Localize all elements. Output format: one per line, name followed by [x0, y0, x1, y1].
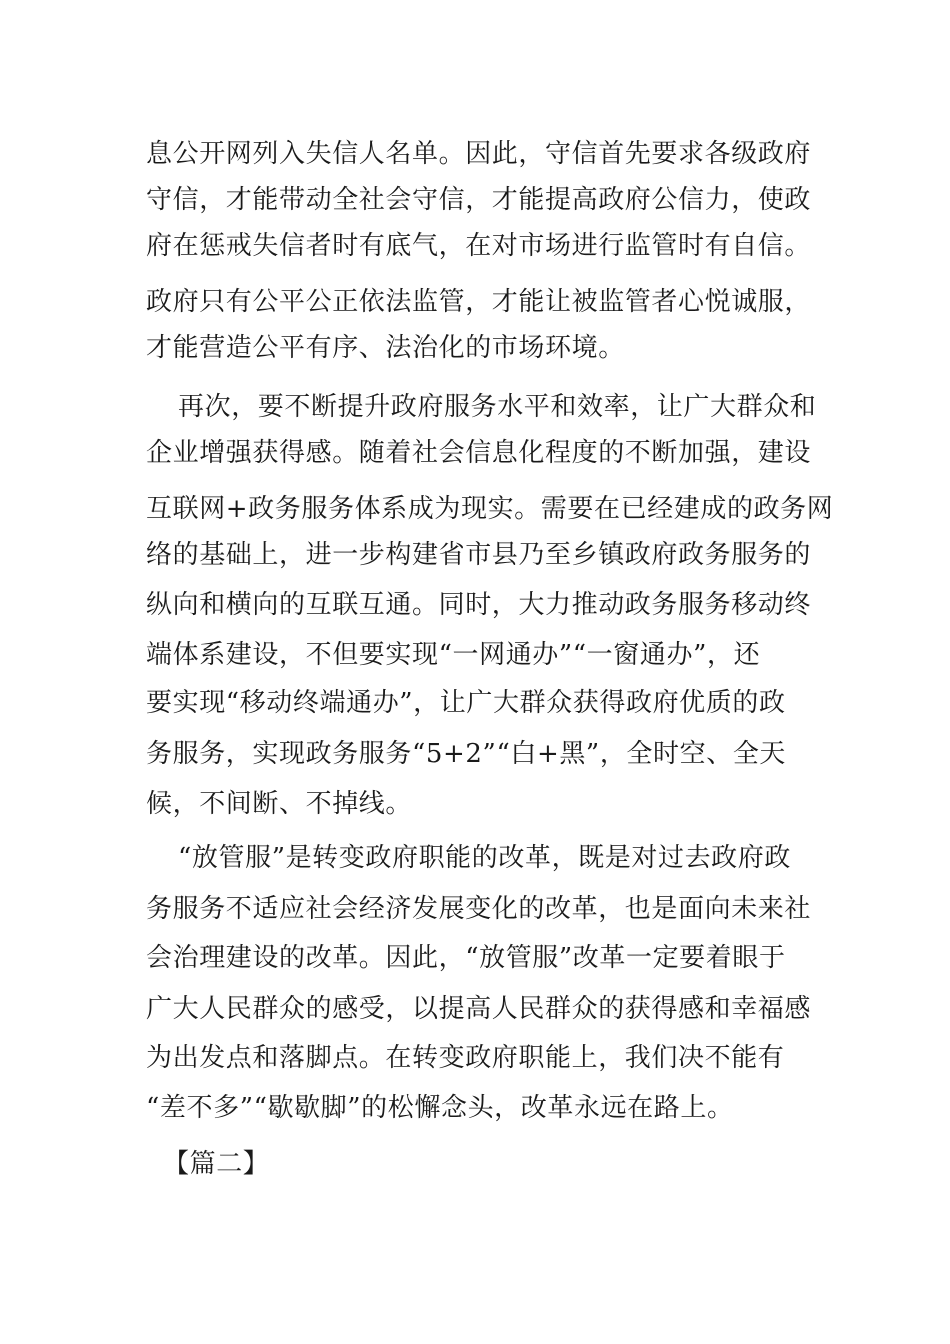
text-line: 务服务不适应社会经济发展变化的改革，也是面向未来社 [146, 894, 812, 924]
text-line: 才能营造公平有序、法治化的市场环境。 [146, 333, 625, 363]
text-line: 务服务，实现政务服务“5+2”“白+黑”，全时空、全天 [146, 739, 787, 769]
text-line: 再次，要不断提升政府服务水平和效率，让广大群众和 [178, 392, 817, 422]
section-heading: 【篇二】 [163, 1149, 270, 1179]
text-line: 要实现“移动终端通办”，让广大群众获得政府优质的政 [146, 688, 786, 718]
text-line: 端体系建设，不但要实现“一网通办”“一窗通办”，还 [146, 640, 761, 670]
text-line: 企业增强获得感。随着社会信息化程度的不断加强，建设 [146, 438, 812, 468]
text-line: 候，不间断、不掉线。 [146, 789, 413, 819]
text-line: “放管服”是转变政府职能的改革，既是对过去政府政 [178, 843, 791, 873]
text-line: 络的基础上，进一步构建省市县乃至乡镇政府政务服务的 [146, 540, 812, 570]
text-line: 纵向和横向的互联互通。同时，大力推动政务服务移动终 [146, 590, 812, 620]
text-line: 广大人民群众的感受，以提高人民群众的获得感和幸福感 [146, 994, 812, 1024]
text-line: 会治理建设的改革。因此，“放管服”改革一定要着眼于 [146, 943, 786, 973]
text-line: 府在惩戒失信者时有底气，在对市场进行监管时有自信。 [146, 231, 812, 261]
text-line: 守信，才能带动全社会守信，才能提高政府公信力，使政 [146, 185, 812, 215]
text-line: 为出发点和落脚点。在转变政府职能上，我们决不能有 [146, 1043, 785, 1073]
text-line: 政府只有公平公正依法监管，才能让被监管者心悦诚服， [146, 287, 812, 317]
text-line: 息公开网列入失信人名单。因此，守信首先要求各级政府 [146, 139, 812, 169]
text-line: 互联网+政务服务体系成为现实。需要在已经建成的政务网 [146, 494, 834, 524]
text-line: “差不多”“歇歇脚”的松懈念头，改革永远在路上。 [146, 1093, 734, 1123]
